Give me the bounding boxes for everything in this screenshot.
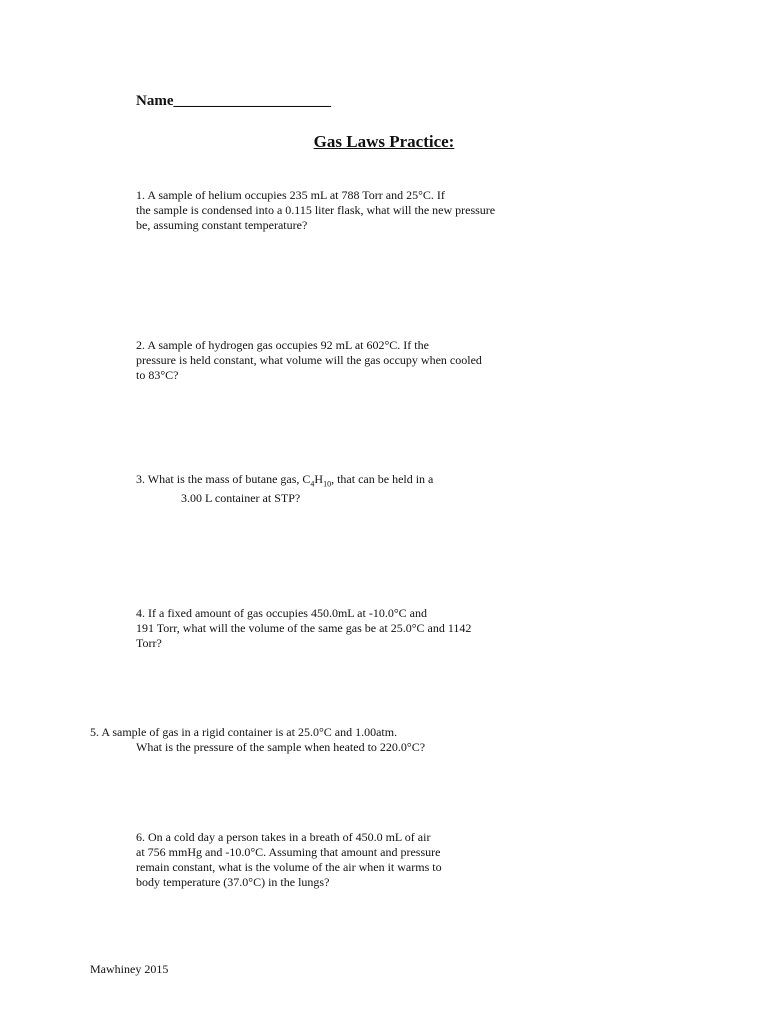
question-2: [136, 338, 482, 383]
question-6-line-1: 6. On a cold day a person takes in a breath of 450.0 mL of air: [136, 830, 431, 844]
question-1-line-1: 1. A sample of helium occupies 235 mL at 788 Torr and 25°C. If: [136, 188, 445, 202]
question-6: [136, 830, 442, 890]
question-3-text-end: , that can be held in a: [331, 472, 434, 486]
name-field-label: Name_____________________: [136, 93, 331, 109]
question-3: [136, 472, 433, 506]
question-1-line-3: be, assuming constant temperature?: [136, 218, 308, 232]
question-2-line-2: pressure is held constant, what volume will the gas occupy when cooled: [136, 353, 482, 367]
question-4-line-3: Torr?: [136, 636, 162, 650]
question-5-line-1: 5. A sample of gas in a rigid container is at 25.0°C and 1.00atm.: [90, 725, 398, 739]
question-2-line-1: 2. A sample of hydrogen gas occupies 92 mL at 602°C. If the: [136, 338, 429, 352]
question-1-line-2: the sample is condensed into a 0.115 liter flask, what will the new pressure: [136, 203, 496, 217]
question-4-line-1: 4. If a fixed amount of gas occupies 450.0mL at -10.0°C and: [136, 606, 427, 620]
question-2-line-3: to 83°C?: [136, 368, 179, 382]
question-3-subscript-c: 4: [310, 479, 315, 489]
question-3-text-h: H: [314, 472, 324, 486]
page-title-wrapper: [0, 132, 768, 152]
question-5: [90, 725, 425, 755]
question-3-subscript-h: 10: [323, 479, 332, 489]
question-4-line-2: 191 Torr, what will the volume of the same gas be at 25.0°C and 1142: [136, 621, 472, 635]
question-3-line-2: 3.00 L container at STP?: [181, 491, 301, 506]
question-3-text-start: 3. What is the mass of butane gas, C: [136, 472, 311, 486]
question-6-line-4: body temperature (37.0°C) in the lungs?: [136, 875, 330, 889]
page-title: Gas Laws Practice:: [313, 132, 455, 151]
question-6-line-3: remain constant, what is the volume of the air when it warms to: [136, 860, 442, 874]
question-1: [136, 188, 495, 233]
question-6-line-2: at 756 mmHg and -10.0°C. Assuming that amount and pressure: [136, 845, 441, 859]
question-3-line-1: [136, 472, 433, 491]
question-5-line-2: What is the pressure of the sample when heated to 220.0°C?: [136, 740, 426, 754]
question-4: [136, 606, 471, 651]
footer-author: Mawhiney 2015: [90, 962, 169, 976]
